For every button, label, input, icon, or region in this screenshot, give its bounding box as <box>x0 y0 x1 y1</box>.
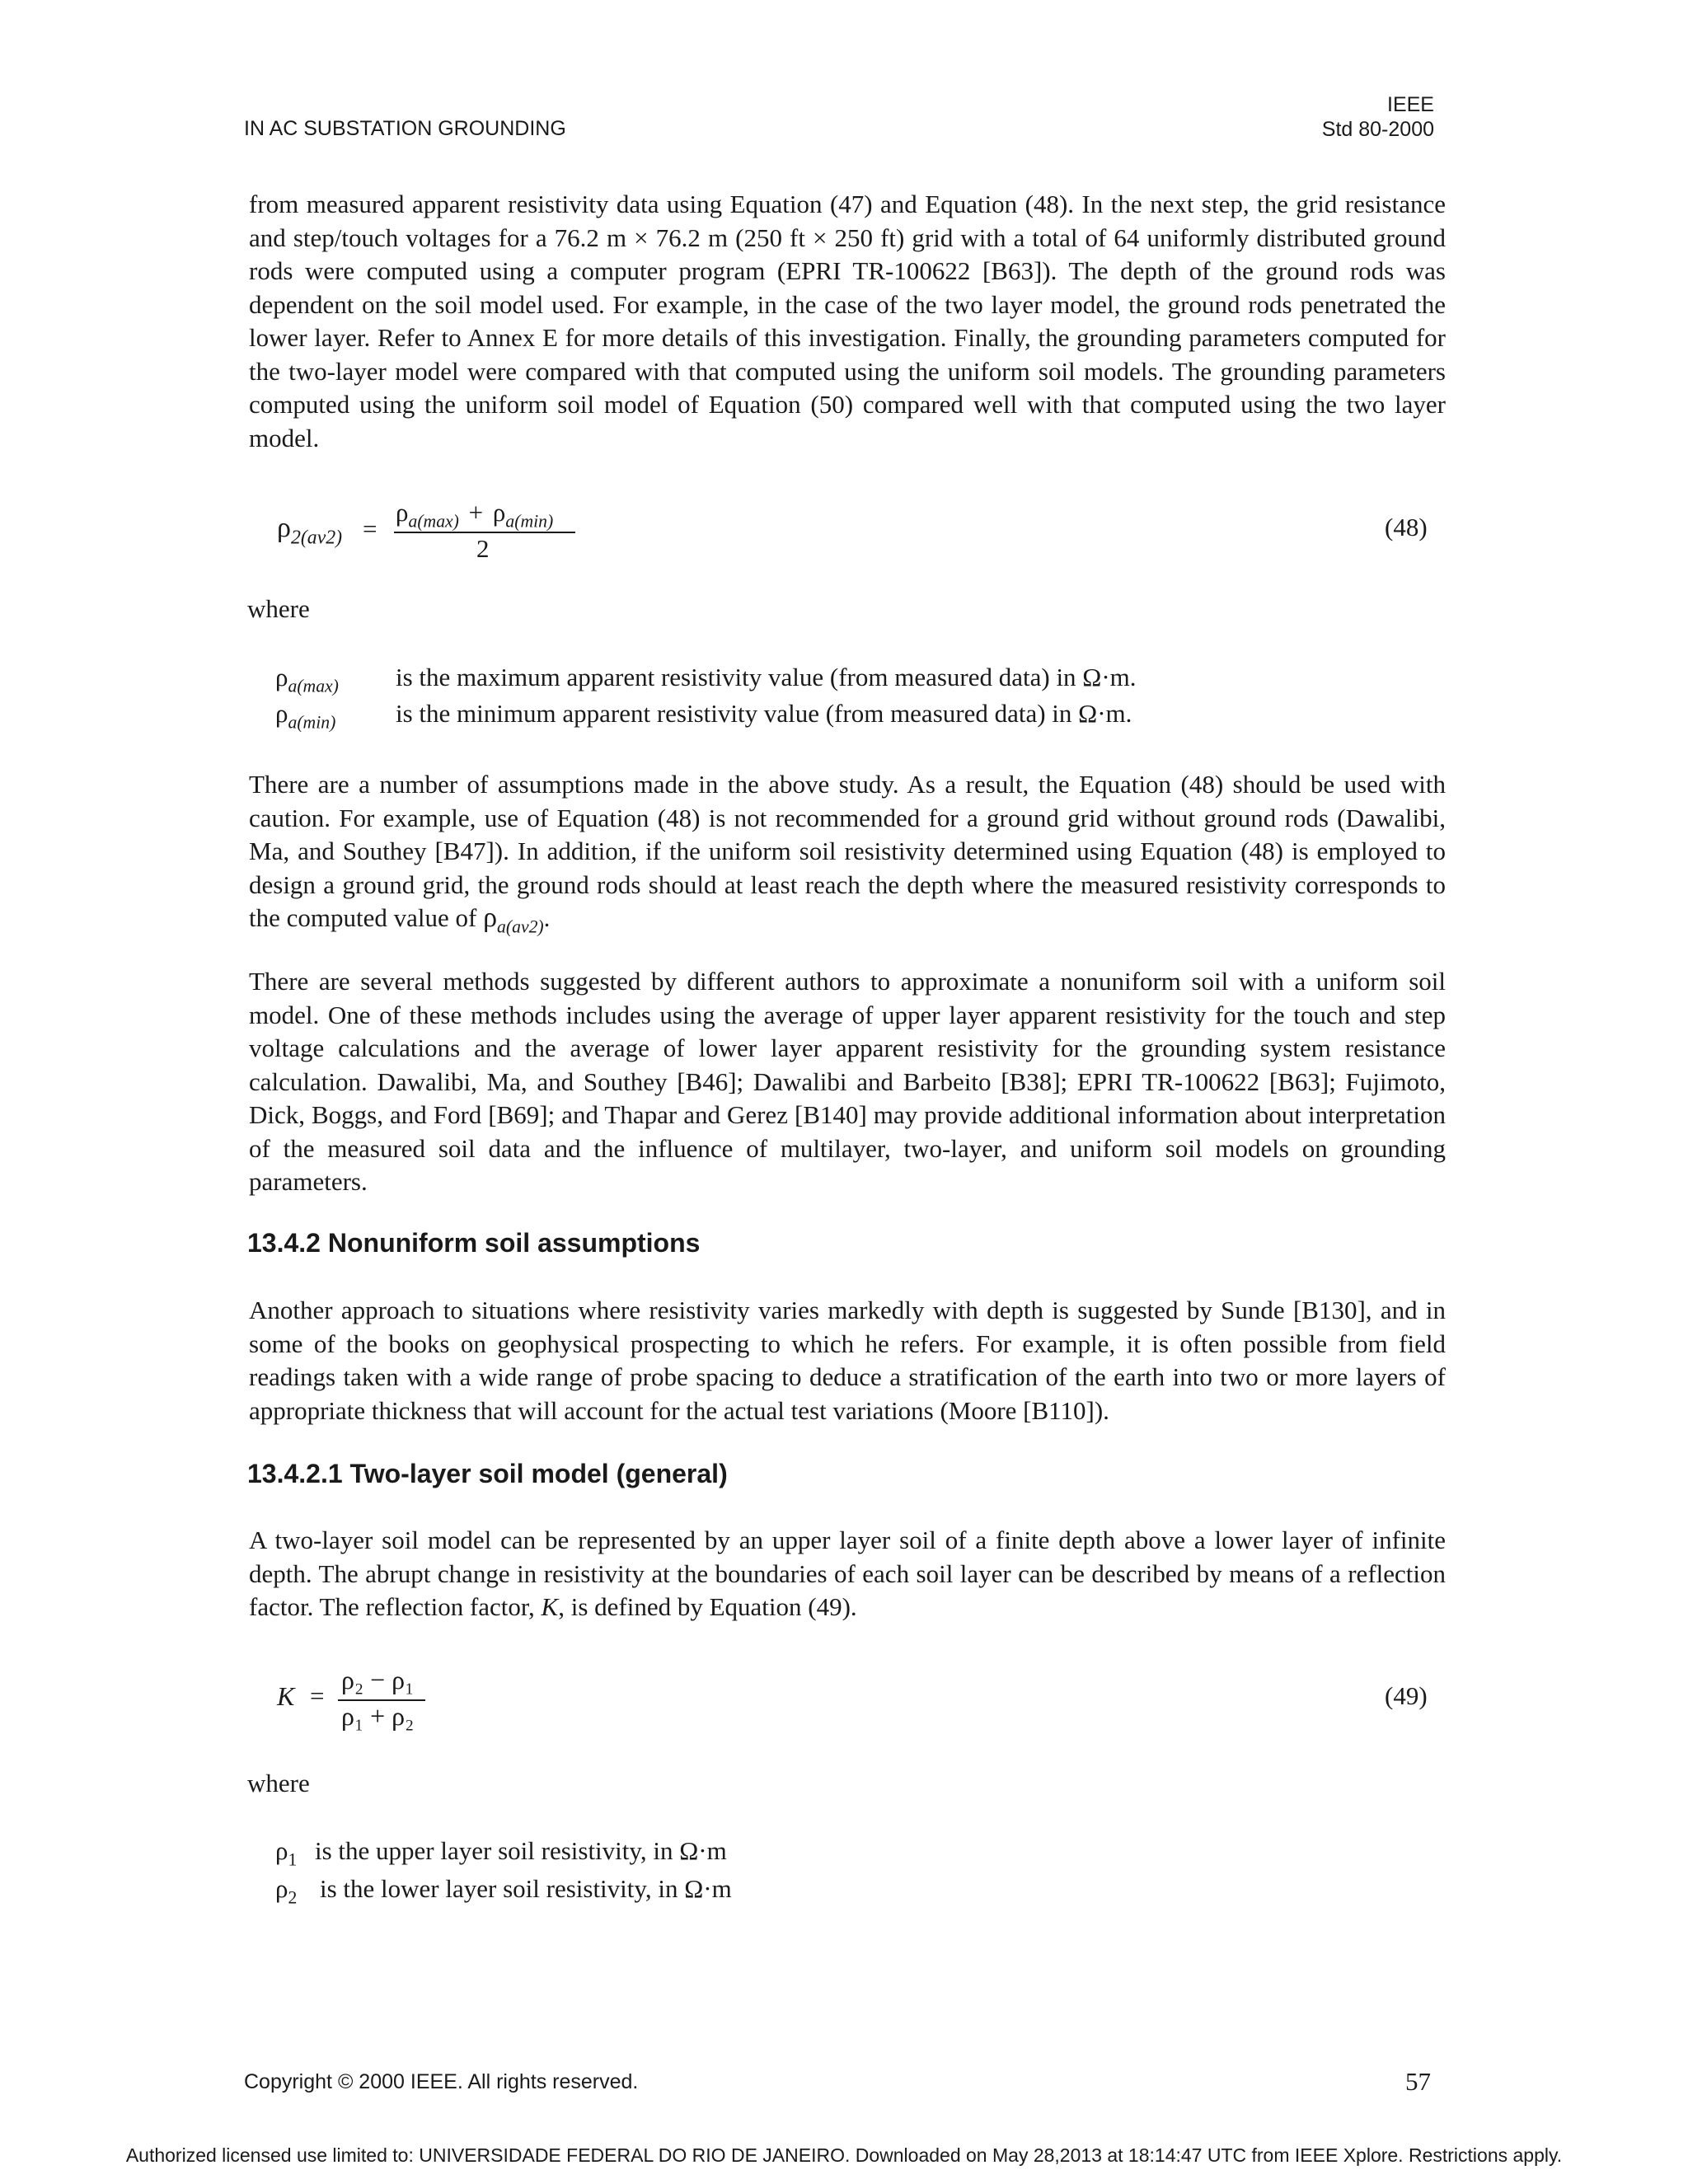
header-ieee: IEEE <box>1387 93 1434 116</box>
definition-text: is the maximum apparent resistivity value (from measured data) in Ω·m. <box>396 663 1137 691</box>
eq49-equals: = <box>310 1681 325 1710</box>
definition-list <box>275 663 1429 735</box>
definition-item <box>275 699 1429 735</box>
section-heading-13-4-2-1: 13.4.2.1 Two-layer soil model (general) <box>247 1459 728 1488</box>
definition-symbol: $\rho_1$ <box>275 1836 298 1870</box>
where-label: where <box>247 594 310 623</box>
paragraph-two-layer: A two-layer soil model can be represented by an upper layer soil of a finite depth above a lower layer of infinite depth. The abrupt change in resistivity at the boundaries of each soil layer can be described by means of a reflection factor. The reflection factor, K, is defined by Equation (49). <box>249 1526 1446 1621</box>
paragraph-methods: There are several methods suggested by different authors to approximate a nonuniform soil with a uniform soil model. One of these methods includes using the average of upper layer apparent resistivity for the touch and step voltage calculations and the average of lower layer apparent resistivity for the grounding system resistance calculation. Dawalibi, Ma, and Southey [B46]; Dawalibi and Barbeito [B38]; EPRI TR-100622 [B63]; Fujimoto, Dick, Boggs, and Ford [B69]; and Thapar and Gerez [B140] may provide additional information about interpretation of the measured soil data and the influence of multilayer, two-layer, and uniform soil models on grounding parameters. <box>249 967 1446 1196</box>
copyright-notice: Copyright © 2000 IEEE. All rights reserved. <box>244 2070 639 2093</box>
definition-list <box>275 1836 1100 1912</box>
where-label: where <box>247 1769 310 1797</box>
definition-item <box>275 1874 1100 1912</box>
running-header-title: IN AC SUBSTATION GROUNDING <box>244 117 566 140</box>
eq48-denominator: 2 <box>476 534 490 563</box>
eq49-denominator: ρ₁ + ρ₂ <box>341 1701 415 1731</box>
eq48-lhs: $\rho_{2(av2)}$ <box>277 513 343 549</box>
paragraph-assumptions: There are a number of assumptions made in the above study. As a result, the Equation (48) should be used with caution. For example, use of Equation (48) is not recommended for a ground grid without ground rods (Dawalibi, Ma, and Southey [B47]). In addition, if the uniform soil resistivity determined using Equation (48) is employed to design a ground grid, the ground rods should at least reach the depth where the measured resistivity corresponds to the computed value of $\rho_{a(av2)}$. <box>249 770 1446 937</box>
license-notice: Authorized licensed use limited to: UNIVERSIDADE FEDERAL DO RIO DE JANEIRO. Downloaded on May 28,2013 at 18:14:47 UTC from IEEE Xplore. Restrictions apply. <box>125 2144 1563 2166</box>
section-heading-13-4-2: 13.4.2 Nonuniform soil assumptions <box>247 1228 701 1258</box>
definition-text: is the minimum apparent resistivity value (from measured data) in Ω·m. <box>396 699 1132 728</box>
definition-symbol: $\rho_2$ <box>275 1874 298 1908</box>
paragraph-nonuniform: Another approach to situations where resistivity varies markedly with depth is suggested by Sunde [B130], and in some of the books on geophysical prospecting to which he refers. For example, it is often possible from field readings taken with a wide range of probe spacing to deduce a stratification of the earth into two or more layers of appropriate thickness that will account for the actual test variations (Moore [B110]). <box>249 1296 1446 1425</box>
definition-symbol: $\rho_{a(min)}$ <box>275 699 336 733</box>
paragraph-intro: from measured apparent resistivity data using Equation (47) and Equation (48). In the next step, the grid resistance and step/touch voltages for a 76.2 m × 76.2 m (250 ft × 250 ft) grid with a total of 64 uniformly distributed ground rods were computed using a computer program (EPRI TR-100622 [B63]). The depth of the ground rods was dependent on the soil model used. For example, in the case of the two layer model, the ground rods penetrated the lower layer. Refer to Annex E for more details of this investigation. Finally, the grounding parameters computed for the two-layer model were compared with that computed using the uniform soil models. The grounding parameters computed using the uniform soil model of Equation (50) compared well with that computed using the two layer model. <box>249 190 1446 452</box>
running-header-standard <box>1319 92 1434 142</box>
definition-item <box>275 1836 1100 1874</box>
eq48-equals: = <box>363 514 377 543</box>
eq49-number: (49) <box>1385 1681 1428 1710</box>
eq48-numerator: $\rho_{a(max)} + \rho_{a(min)}$ <box>396 498 554 532</box>
definition-text: is the lower layer soil resistivity, in Ω·m <box>320 1874 732 1903</box>
page-number: 57 <box>1405 2067 1431 2096</box>
eq48-number: (48) <box>1385 513 1428 541</box>
definition-item <box>275 663 1429 699</box>
eq49-lhs: K <box>277 1681 295 1711</box>
definition-symbol: $\rho_{a(max)}$ <box>275 663 339 696</box>
eq48-fraction-bar <box>394 532 575 533</box>
definition-text: is the upper layer soil resistivity, in Ω·m <box>315 1836 727 1865</box>
header-std-number: Std 80-2000 <box>1321 118 1434 141</box>
eq49-numerator: ρ₂ − ρ₁ <box>341 1665 415 1694</box>
